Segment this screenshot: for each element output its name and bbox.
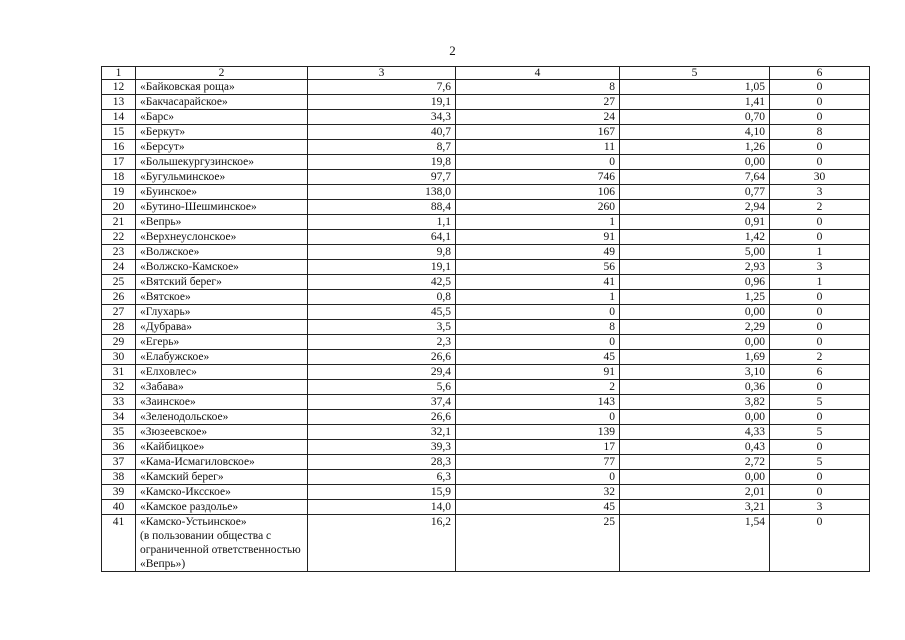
ground-name: «Байковская роща» (136, 80, 308, 95)
col-3-value: 64,1 (308, 230, 456, 245)
col-6-value: 0 (770, 215, 870, 230)
col-5-value: 2,94 (620, 200, 770, 215)
row-number: 20 (102, 200, 136, 215)
col-4-value: 1 (456, 290, 620, 305)
col-5-value: 5,00 (620, 245, 770, 260)
ground-name: «Заинское» (136, 395, 308, 410)
col-4-value: 91 (456, 230, 620, 245)
col-5-value: 0,00 (620, 305, 770, 320)
table-row (102, 455, 870, 470)
header-col-2: 2 (136, 67, 308, 80)
col-6-value: 0 (770, 305, 870, 320)
table-row (102, 95, 870, 110)
header-col-1: 1 (102, 67, 136, 80)
col-6-value: 5 (770, 425, 870, 440)
col-6-value: 6 (770, 365, 870, 380)
col-5-value: 3,21 (620, 500, 770, 515)
row-number: 17 (102, 155, 136, 170)
table-row (102, 440, 870, 455)
table-row (102, 260, 870, 275)
col-4-value: 77 (456, 455, 620, 470)
table-row (102, 425, 870, 440)
col-5-value: 1,69 (620, 350, 770, 365)
col-4-value: 260 (456, 200, 620, 215)
col-3-value: 7,6 (308, 80, 456, 95)
table-row (102, 395, 870, 410)
col-3-value: 40,7 (308, 125, 456, 140)
col-6-value: 3 (770, 500, 870, 515)
col-3-value: 15,9 (308, 485, 456, 500)
col-6-value: 0 (770, 470, 870, 485)
table-row (102, 290, 870, 305)
ground-name: «Камское раздолье» (136, 500, 308, 515)
ground-name: «Буинское» (136, 185, 308, 200)
table-row (102, 335, 870, 350)
col-5-value: 0,91 (620, 215, 770, 230)
col-5-value: 2,93 (620, 260, 770, 275)
col-4-value: 8 (456, 80, 620, 95)
col-5-value: 2,29 (620, 320, 770, 335)
col-6-value: 8 (770, 125, 870, 140)
table-row (102, 200, 870, 215)
table-row-last (102, 515, 870, 572)
row-number: 34 (102, 410, 136, 425)
ground-name-cell (136, 515, 308, 572)
table-row (102, 365, 870, 380)
col-6-value: 0 (770, 380, 870, 395)
col-4-value: 49 (456, 245, 620, 260)
col-4-value: 24 (456, 110, 620, 125)
table-row (102, 110, 870, 125)
ground-name: «Барс» (136, 110, 308, 125)
col-6-value: 2 (770, 350, 870, 365)
row-number: 33 (102, 395, 136, 410)
col-4-value: 0 (456, 155, 620, 170)
col-3-value: 28,3 (308, 455, 456, 470)
col-3-value: 19,8 (308, 155, 456, 170)
col-6-value: 5 (770, 455, 870, 470)
col-3-value: 3,5 (308, 320, 456, 335)
table-row (102, 215, 870, 230)
col-5-value: 0,96 (620, 275, 770, 290)
table-row (102, 485, 870, 500)
col-6-value: 0 (770, 290, 870, 305)
row-number: 28 (102, 320, 136, 335)
col-4-value: 11 (456, 140, 620, 155)
row-number: 18 (102, 170, 136, 185)
col-3-value: 34,3 (308, 110, 456, 125)
ground-name: «Забава» (136, 380, 308, 395)
header-col-3: 3 (308, 67, 456, 80)
row-number: 24 (102, 260, 136, 275)
row-number: 29 (102, 335, 136, 350)
ground-name: «Елабужское» (136, 350, 308, 365)
col-3-value: 42,5 (308, 275, 456, 290)
table-row (102, 380, 870, 395)
ground-name: «Кама-Исмагиловское» (136, 455, 308, 470)
col-6-value: 0 (770, 335, 870, 350)
col-5-value: 1,05 (620, 80, 770, 95)
col-5-value: 0,43 (620, 440, 770, 455)
table-row (102, 140, 870, 155)
col-4-value: 25 (456, 515, 620, 572)
ground-name-note: (в пользовании общества с ограниченной ответственностью «Вепрь») (140, 530, 301, 570)
col-4-value: 56 (456, 260, 620, 275)
col-6-value: 3 (770, 185, 870, 200)
table-row (102, 80, 870, 95)
table-row (102, 500, 870, 515)
col-3-value: 0,8 (308, 290, 456, 305)
row-number: 36 (102, 440, 136, 455)
ground-name: «Кайбицкое» (136, 440, 308, 455)
ground-name: «Бакчасарайское» (136, 95, 308, 110)
ground-name: «Глухарь» (136, 305, 308, 320)
col-5-value: 0,00 (620, 155, 770, 170)
col-5-value: 0,00 (620, 410, 770, 425)
col-4-value: 106 (456, 185, 620, 200)
col-4-value: 8 (456, 320, 620, 335)
col-5-value: 0,70 (620, 110, 770, 125)
col-6-value: 1 (770, 245, 870, 260)
header-col-6: 6 (770, 67, 870, 80)
col-3-value: 1,1 (308, 215, 456, 230)
col-5-value: 3,82 (620, 395, 770, 410)
row-number: 31 (102, 365, 136, 380)
ground-name: «Дубрава» (136, 320, 308, 335)
col-3-value: 9,8 (308, 245, 456, 260)
ground-name: «Волжское» (136, 245, 308, 260)
ground-name: «Вятское» (136, 290, 308, 305)
ground-name: «Елховлес» (136, 365, 308, 380)
table-row (102, 320, 870, 335)
table-row (102, 125, 870, 140)
col-4-value: 0 (456, 410, 620, 425)
row-number: 12 (102, 80, 136, 95)
col-5-value: 0,00 (620, 470, 770, 485)
col-5-value: 1,25 (620, 290, 770, 305)
ground-name: «Камский берег» (136, 470, 308, 485)
col-4-value: 139 (456, 425, 620, 440)
col-4-value: 0 (456, 305, 620, 320)
col-5-value: 1,26 (620, 140, 770, 155)
ground-name: «Беркут» (136, 125, 308, 140)
col-3-value: 32,1 (308, 425, 456, 440)
ground-name: «Бугульминское» (136, 170, 308, 185)
table-row (102, 185, 870, 200)
col-3-value: 16,2 (308, 515, 456, 572)
table-row (102, 275, 870, 290)
col-3-value: 88,4 (308, 200, 456, 215)
col-4-value: 45 (456, 350, 620, 365)
row-number: 26 (102, 290, 136, 305)
col-4-value: 45 (456, 500, 620, 515)
col-4-value: 27 (456, 95, 620, 110)
col-3-value: 26,6 (308, 350, 456, 365)
col-3-value: 37,4 (308, 395, 456, 410)
row-number: 37 (102, 455, 136, 470)
col-5-value: 7,64 (620, 170, 770, 185)
col-5-value: 3,10 (620, 365, 770, 380)
col-6-value: 0 (770, 515, 870, 572)
col-5-value: 0,77 (620, 185, 770, 200)
row-number: 23 (102, 245, 136, 260)
col-4-value: 41 (456, 275, 620, 290)
col-6-value: 0 (770, 230, 870, 245)
col-6-value: 0 (770, 440, 870, 455)
col-3-value: 97,7 (308, 170, 456, 185)
col-4-value: 32 (456, 485, 620, 500)
ground-name: «Берсут» (136, 140, 308, 155)
col-5-value: 1,42 (620, 230, 770, 245)
col-4-value: 0 (456, 470, 620, 485)
hunting-grounds-table (101, 66, 870, 572)
table-row (102, 470, 870, 485)
row-number: 22 (102, 230, 136, 245)
table-row (102, 230, 870, 245)
table-row (102, 155, 870, 170)
row-number: 41 (102, 515, 136, 572)
col-3-value: 45,5 (308, 305, 456, 320)
table-row (102, 305, 870, 320)
col-3-value: 138,0 (308, 185, 456, 200)
col-4-value: 0 (456, 335, 620, 350)
ground-name: «Зюзеевское» (136, 425, 308, 440)
col-4-value: 167 (456, 125, 620, 140)
row-number: 35 (102, 425, 136, 440)
row-number: 39 (102, 485, 136, 500)
col-6-value: 0 (770, 80, 870, 95)
row-number: 27 (102, 305, 136, 320)
col-6-value: 0 (770, 110, 870, 125)
col-6-value: 30 (770, 170, 870, 185)
col-4-value: 143 (456, 395, 620, 410)
col-6-value: 0 (770, 320, 870, 335)
row-number: 13 (102, 95, 136, 110)
ground-name: «Камско-Иксское» (136, 485, 308, 500)
col-4-value: 746 (456, 170, 620, 185)
header-col-4: 4 (456, 67, 620, 80)
header-row (102, 67, 870, 80)
table-row (102, 245, 870, 260)
ground-name: «Верхнеуслонское» (136, 230, 308, 245)
col-3-value: 14,0 (308, 500, 456, 515)
row-number: 16 (102, 140, 136, 155)
ground-name: «Егерь» (136, 335, 308, 350)
row-number: 25 (102, 275, 136, 290)
col-6-value: 0 (770, 140, 870, 155)
row-number: 14 (102, 110, 136, 125)
row-number: 32 (102, 380, 136, 395)
ground-name: «Вепрь» (136, 215, 308, 230)
row-number: 38 (102, 470, 136, 485)
col-5-value: 0,00 (620, 335, 770, 350)
row-number: 21 (102, 215, 136, 230)
col-6-value: 0 (770, 410, 870, 425)
table-row (102, 170, 870, 185)
table-row (102, 410, 870, 425)
col-6-value: 2 (770, 200, 870, 215)
col-5-value: 2,01 (620, 485, 770, 500)
col-5-value: 4,10 (620, 125, 770, 140)
col-5-value: 1,54 (620, 515, 770, 572)
col-6-value: 0 (770, 155, 870, 170)
row-number: 40 (102, 500, 136, 515)
col-3-value: 26,6 (308, 410, 456, 425)
col-3-value: 19,1 (308, 95, 456, 110)
row-number: 19 (102, 185, 136, 200)
col-4-value: 91 (456, 365, 620, 380)
ground-name: «Камско-Устьинское» (140, 516, 247, 528)
ground-name: «Зеленодольское» (136, 410, 308, 425)
col-5-value: 4,33 (620, 425, 770, 440)
col-6-value: 0 (770, 485, 870, 500)
col-3-value: 2,3 (308, 335, 456, 350)
col-5-value: 2,72 (620, 455, 770, 470)
col-5-value: 0,36 (620, 380, 770, 395)
col-6-value: 1 (770, 275, 870, 290)
col-6-value: 5 (770, 395, 870, 410)
ground-name: «Вятский берег» (136, 275, 308, 290)
col-3-value: 29,4 (308, 365, 456, 380)
col-3-value: 5,6 (308, 380, 456, 395)
col-3-value: 19,1 (308, 260, 456, 275)
col-4-value: 2 (456, 380, 620, 395)
ground-name: «Волжско-Камское» (136, 260, 308, 275)
col-6-value: 3 (770, 260, 870, 275)
page-number: 2 (449, 43, 456, 58)
ground-name: «Большекургузинское» (136, 155, 308, 170)
col-3-value: 39,3 (308, 440, 456, 455)
header-col-5: 5 (620, 67, 770, 80)
col-6-value: 0 (770, 95, 870, 110)
row-number: 15 (102, 125, 136, 140)
ground-name: «Бутино-Шешминское» (136, 200, 308, 215)
row-number: 30 (102, 350, 136, 365)
col-3-value: 8,7 (308, 140, 456, 155)
table-row (102, 350, 870, 365)
col-4-value: 17 (456, 440, 620, 455)
col-4-value: 1 (456, 215, 620, 230)
col-3-value: 6,3 (308, 470, 456, 485)
col-5-value: 1,41 (620, 95, 770, 110)
